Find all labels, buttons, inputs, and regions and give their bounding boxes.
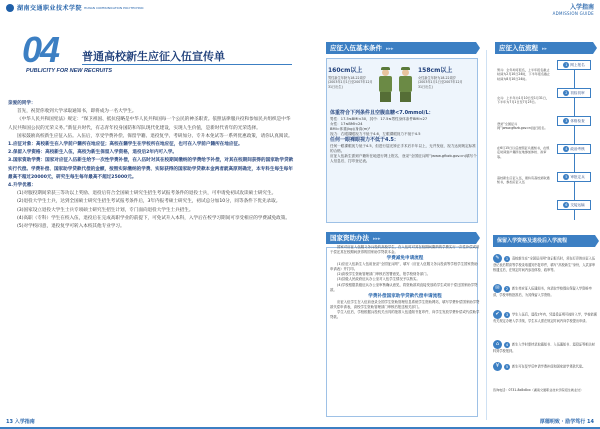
process-item: ✉ 2 新生持应征入伍通知书，向录取学校提出保留入学资格申请，学校审核批准后，为其保留入学资格。 — [493, 285, 592, 297]
assist-heading: 国家资助办法 ▸▸▸ — [326, 232, 476, 244]
flow-node: 3 体格检查 — [557, 116, 591, 126]
policy-heading: 2.保留入学资格：高校新生入伍，高校为新生保留入学资格，退役后2年内可入学。 — [8, 150, 177, 156]
assist-para: 国家对应征入伍服义务兵役的高校学生，在入伍时对其在校期间缴纳的学费实行一次性补偿或用于偿还其在校期间获得的国家助学贷款本金。 — [330, 245, 480, 255]
hero-number: 04 — [22, 29, 59, 70]
weight-line: 视力：右眼裸眼视力不低于4.6，左眼裸眼视力不低于4.5 — [330, 132, 421, 136]
policy-heading: 1.应征对象：高校新生在入学前户籍所在地应征；高校在籍学生在学校所在地应征，也可在入学前户籍所在地应征。 — [8, 142, 243, 148]
vision-line: 应征入伍新生需到户籍所在地进行网上报名，登录“全国征兵网”(www.gfbzb.gov.cn)填写个人信息后，打印登记表。 — [330, 154, 477, 163]
assist-subheading: 学费补偿国家助学贷款代偿申请流程 — [368, 293, 442, 299]
conditions-text — [330, 110, 478, 164]
assist-para: (4)学校根据县级征兵办公室审核确认意见，将资助款项直接发放给学生或用于偿还国家助学贷款。 — [330, 282, 478, 292]
step-icon: ✔ — [493, 310, 502, 319]
weight-line: 男性：17.5≤BMI<30，其中：17.5≤男性身体条件BMI<27 — [330, 117, 428, 121]
process-note: 咨询电话：0731-8x8x8xx（湖南交通职业技术学院招生就业处） — [493, 388, 584, 392]
flow-node: 6 交接运输 — [557, 200, 591, 210]
policy-heading: 4.升学优惠： — [8, 183, 36, 189]
hero-underline — [82, 64, 292, 65]
school-name: 湖南交通职业技术学院 — [17, 5, 83, 12]
right-header — [553, 2, 594, 16]
right-page — [300, 0, 600, 429]
process-list — [493, 250, 597, 405]
column-divider — [486, 50, 487, 420]
vision-heading: 任何一眼裸眼视力不低于4.5： — [330, 137, 399, 143]
enlist-flow — [497, 60, 595, 220]
left-body — [8, 100, 294, 231]
assist-text — [330, 245, 480, 320]
paragraph: (3)国家设立退役大学生士兵专项硕士研究生招生计划，专门面向退役大学生士兵招生。 — [17, 207, 194, 213]
weight-heading: 体重符合下列条件且空腹血糖<7.0mmol/L： — [330, 110, 434, 116]
flow-node: 1 网上报名 — [557, 60, 591, 70]
male-height: 160cm以上 — [328, 67, 363, 74]
process-item: ⌂ 4 新生入学时需持录取通知书、入伍通知书、退役证等相关材料到学校报到。 — [493, 341, 595, 353]
hero — [22, 29, 292, 82]
left-page-footer: 13 入学指南 — [6, 419, 35, 425]
hero-title: 普通高校新生应征入伍宣传单 — [82, 50, 225, 63]
flow-heading: 应征入伍流程 ▸▸ — [495, 42, 593, 54]
assist-para: 应征入伍学生在入伍前登录全国学生资助管理信息系统学生资助网站，填写学费补偿国家助学贷款代偿申请表，高校学生资助管理部门审核后报送相关部门。 — [330, 299, 480, 309]
assist-subheading: 学费减免申请流程 — [386, 256, 424, 262]
flow-desc: 男兵：全年均可报名，上半年报名截止时间为2月10日24时，下半年报名截止时间为8月10日24时。 — [497, 68, 551, 81]
male-desc: 男性新生年龄为18-22周岁(2003年1月1日至2007年12月31日出生) — [328, 76, 373, 89]
female-desc: 女性新生年龄为18-22周岁(2003年1月1日至2007年12月31日出生) — [418, 76, 463, 89]
right-header-title: 入学指南 — [569, 4, 594, 11]
greeting: 亲爱的同学： — [8, 101, 36, 106]
paragraph: 首先，祝贺你收到大学录取通知书，即将成为一名大学生。 — [17, 109, 137, 115]
left-header — [0, 0, 300, 15]
process-heading: 保留入学资格及退役后入学流程 — [493, 235, 595, 247]
paragraph: (4)高职（专科）学生在校入伍，退役后在完成高职学业的前提下，可免试升入本科，入学后在校学习期间可享受相应的学费减免政策。 — [17, 215, 290, 221]
height-cards — [328, 63, 478, 107]
flow-desc: 女兵：上半年为1月10日至1月31日，下半年为7月1日至7月25日。 — [497, 96, 550, 105]
paragraph: 国家鼓励高校新生应征入伍。入伍后，享受学费补偿、保留学籍、退役复学、考研加分、专升本免试等一系列优惠政策，请你认真阅读。 — [17, 133, 293, 139]
paragraph: 《中华人民共和国宪法》规定：“保卫祖国、抵抗侵略是中华人民共和国每一个公民的神圣职责。依照法律服兵役和参加民兵组织是中华人民共和国公民的光荣义务。”新征兵时代，有志青年投身国防和军队现代化建设，实现人生价值，是新时代青年的光荣选择。 — [8, 117, 291, 131]
right-header-en: ADMISSION GUIDE — [552, 11, 594, 16]
school-logo-icon — [6, 4, 14, 12]
hero-subtitle-en: PUBLICITY FOR NEW RECRUITS — [26, 68, 113, 74]
process-item: ¥ 5 新生可在复学后申请学费补偿和国家助学贷款代偿。 — [493, 362, 597, 371]
male-height-card — [328, 63, 374, 107]
right-page-footer: 厚德明致 · 励学笃行 14 — [539, 419, 594, 425]
female-height: 158cm以上 — [418, 67, 453, 74]
step-icon: ✉ — [493, 284, 502, 293]
assist-para: (3)县级人民政府征兵办公室对入伍学生情况予以核实。 — [337, 277, 420, 282]
step-icon: ¥ — [493, 362, 502, 371]
flow-node: 4 政治考核 — [557, 144, 591, 154]
paragraph: (2)退役大学生士兵，达到全国硕士研究生招生考试报考条件后，3年内报考硕士研究生，初试总分加10分，同等条件下优先录取。 — [17, 199, 281, 205]
weight-line: BMI=体重(kg)/身高(m)² — [330, 127, 371, 131]
flow-desc: 高校新生应征入伍，须持有高校录取通知书，参加应征入伍 — [497, 176, 550, 185]
vision-line: 任何一眼裸眼视力低于4.5，但进行屈光矫正手术后半年以上，无并发症，视力达到规定标准的合格。 — [330, 144, 476, 153]
policy-heading: 3.国家资助学费：国家对应征入伍新生给予一次性学费补偿，在入伍时对其在校期间缴纳的学费给予补偿，对其在校期间获得的国家助学贷款实行代偿。学费补偿、国家助学贷款代偿的金额，按照实际缴纳的学费、实际获得的国家助学贷款本金两者就高原则确定，本专科生每生每年最高不超过20000元，研究生每生每年最高不超过25000元。 — [8, 158, 294, 180]
male-soldier-icon — [378, 69, 393, 105]
process-item: ✎ 1 高校新生在“全国征兵网”登记报名时，须在打印的应征入伍登记表后附高等学校录取通知书复印件，填写“高校新生”身份，人武部审核通过后，在规定时间内参加体检、政审等。 — [493, 255, 596, 272]
step-icon: ⌂ — [493, 340, 502, 349]
assist-para: 学生入伍后，学校根据兵役机关出具的批准入伍通知书复印件，向学生发放学费补偿或代偿助学贷款。 — [330, 309, 480, 320]
flow-node: 2 初检初审 — [557, 88, 591, 98]
female-height-card — [418, 63, 464, 107]
assist-para: (1)应征入伍新生入伍前登录“全国征兵网”，填写《应征入伍服义务兵役高等学校学生国家资助申请表》并打印。 — [330, 262, 478, 272]
flow-node: 5 审批定兵 — [557, 172, 591, 182]
female-soldier-icon — [398, 69, 413, 105]
paragraph: (1)对服役期间荣获三等功以上奖励、退役后符合全国硕士研究生招生考试报考条件的退役士兵，可申请免初试攻读硕士研究生。 — [17, 191, 277, 197]
process-item: ✔ 3 学生入伍后，退役2年内，凭退役证明可按时入学，学校依据有关规定办理入学手续，学生本人需在规定时间内向学校提出申请。 — [493, 311, 597, 323]
conditions-heading: 应征入伍基本条件 ▸▸▸ — [326, 42, 476, 54]
flow-desc: 登录“全国征兵网”(www.gfbzb.gov.cn)进行报名。 — [497, 122, 548, 131]
step-icon: ✎ — [493, 254, 502, 263]
school-name-en: HUNAN COMMUNICATION POLYTECHNIC — [84, 5, 144, 10]
paragraph: (5)对学校同意，退役复学可转入本校其他专业学习。 — [17, 224, 125, 230]
assist-para: (2)高校学生资助管理部门审核后签署意见，报学校财务部门。 — [337, 272, 430, 277]
weight-line: 女性：17≤BMI<24 — [330, 122, 363, 126]
flow-desc: 在6月15日以后按照征兵通知书，在规定时间到户籍所在地参加体检、政审等。 — [497, 146, 550, 159]
